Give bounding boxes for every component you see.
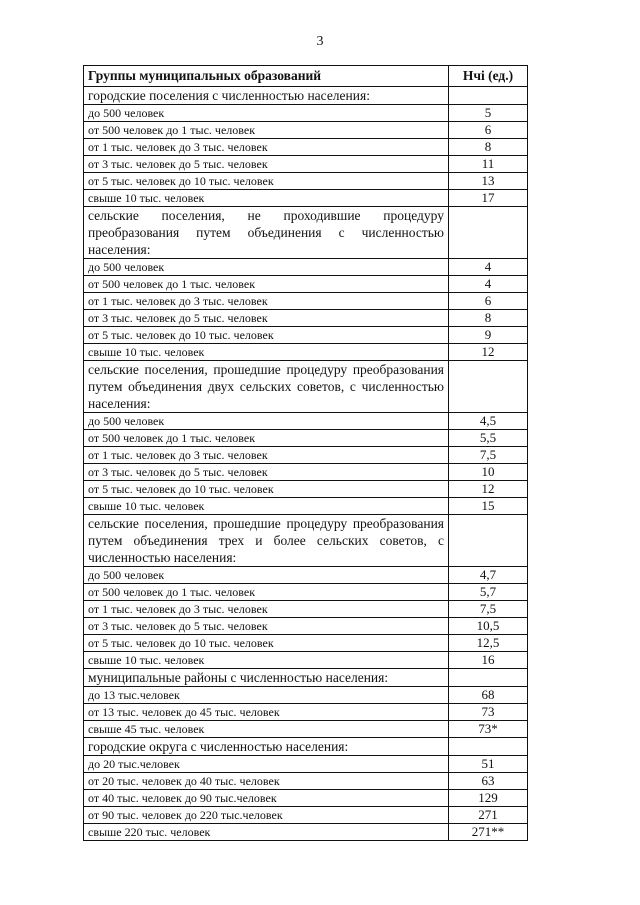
row-value: 17 — [449, 190, 528, 207]
section-header-row — [84, 669, 528, 687]
section-header-row — [84, 207, 528, 259]
row-value: 13 — [449, 173, 528, 190]
row-label: до 20 тыс.человек — [84, 756, 449, 773]
row-label: свыше 220 тыс. человек — [84, 824, 449, 841]
row-value: 4,5 — [449, 413, 528, 430]
row-value: 68 — [449, 687, 528, 704]
table-row — [84, 413, 528, 430]
row-label: до 500 человек — [84, 259, 449, 276]
table-row — [84, 122, 528, 139]
table-row — [84, 293, 528, 310]
section-value-empty — [449, 361, 528, 413]
row-value: 73* — [449, 721, 528, 738]
section-value-empty — [449, 207, 528, 259]
table-row — [84, 105, 528, 122]
row-value: 4 — [449, 276, 528, 293]
table-row — [84, 824, 528, 841]
row-label: свыше 10 тыс. человек — [84, 344, 449, 361]
row-label: свыше 45 тыс. человек — [84, 721, 449, 738]
row-value: 129 — [449, 790, 528, 807]
row-label: от 1 тыс. человек до 3 тыс. человек — [84, 601, 449, 618]
table-row — [84, 173, 528, 190]
row-label: от 1 тыс. человек до 3 тыс. человек — [84, 139, 449, 156]
row-value: 8 — [449, 139, 528, 156]
row-label: от 90 тыс. человек до 220 тыс.человек — [84, 807, 449, 824]
row-value: 6 — [449, 293, 528, 310]
row-label: до 13 тыс.человек — [84, 687, 449, 704]
row-value: 73 — [449, 704, 528, 721]
row-value: 7,5 — [449, 601, 528, 618]
row-value: 271** — [449, 824, 528, 841]
table-row — [84, 704, 528, 721]
row-value: 5,5 — [449, 430, 528, 447]
row-label: до 500 человек — [84, 105, 449, 122]
table-row — [84, 635, 528, 652]
row-value: 5,7 — [449, 584, 528, 601]
table-row — [84, 687, 528, 704]
row-value: 8 — [449, 310, 528, 327]
section-title: городские поселения с численностью населения: — [84, 87, 449, 105]
row-label: от 13 тыс. человек до 45 тыс. человек — [84, 704, 449, 721]
section-title: городские округа с численностью населения: — [84, 738, 449, 756]
section-title: сельские поселения, прошедшие процедуру преобразования путем объединения двух сельских советов, с численностью населения: — [84, 361, 449, 413]
row-label: от 3 тыс. человек до 5 тыс. человек — [84, 310, 449, 327]
section-header-row — [84, 515, 528, 567]
row-value: 12,5 — [449, 635, 528, 652]
row-value: 51 — [449, 756, 528, 773]
row-label: от 3 тыс. человек до 5 тыс. человек — [84, 618, 449, 635]
row-label: до 500 человек — [84, 567, 449, 584]
row-label: от 500 человек до 1 тыс. человек — [84, 584, 449, 601]
table-row — [84, 276, 528, 293]
row-label: от 500 человек до 1 тыс. человек — [84, 276, 449, 293]
row-label: от 5 тыс. человек до 10 тыс. человек — [84, 635, 449, 652]
norms-table — [83, 65, 528, 841]
table-row — [84, 498, 528, 515]
section-title: сельские поселения, не проходившие процедуру преобразования путем объединения с численностью населения: — [84, 207, 449, 259]
row-value: 6 — [449, 122, 528, 139]
row-label: свыше 10 тыс. человек — [84, 498, 449, 515]
table-row — [84, 773, 528, 790]
row-value: 11 — [449, 156, 528, 173]
row-value: 12 — [449, 344, 528, 361]
header-value: Нчi (ед.) — [449, 66, 528, 87]
table-row — [84, 756, 528, 773]
table-row — [84, 344, 528, 361]
table-row — [84, 430, 528, 447]
row-value: 12 — [449, 481, 528, 498]
row-label: свыше 10 тыс. человек — [84, 190, 449, 207]
row-label: от 40 тыс. человек до 90 тыс.человек — [84, 790, 449, 807]
row-value: 4,7 — [449, 567, 528, 584]
section-header-row — [84, 361, 528, 413]
table-row — [84, 259, 528, 276]
table-row — [84, 156, 528, 173]
section-title: сельские поселения, прошедшие процедуру преобразования путем объединения трех и более сельских советов, с численностью населения: — [84, 515, 449, 567]
section-value-empty — [449, 738, 528, 756]
table-row — [84, 721, 528, 738]
table-body — [84, 87, 528, 841]
page-number: 3 — [316, 34, 324, 49]
table-row — [84, 190, 528, 207]
table-row — [84, 481, 528, 498]
section-value-empty — [449, 669, 528, 687]
row-label: от 1 тыс. человек до 3 тыс. человек — [84, 447, 449, 464]
table-row — [84, 567, 528, 584]
table-row — [84, 652, 528, 669]
row-label: от 3 тыс. человек до 5 тыс. человек — [84, 156, 449, 173]
row-label: от 500 человек до 1 тыс. человек — [84, 430, 449, 447]
table-row — [84, 464, 528, 481]
section-header-row — [84, 738, 528, 756]
row-value: 9 — [449, 327, 528, 344]
section-header-row — [84, 87, 528, 105]
row-value: 15 — [449, 498, 528, 515]
row-label: от 500 человек до 1 тыс. человек — [84, 122, 449, 139]
section-title: муниципальные районы с численностью населения: — [84, 669, 449, 687]
row-label: от 5 тыс. человек до 10 тыс. человек — [84, 327, 449, 344]
row-label: от 3 тыс. человек до 5 тыс. человек — [84, 464, 449, 481]
row-label: свыше 10 тыс. человек — [84, 652, 449, 669]
row-label: от 1 тыс. человек до 3 тыс. человек — [84, 293, 449, 310]
row-value: 10 — [449, 464, 528, 481]
row-value: 7,5 — [449, 447, 528, 464]
table-row — [84, 601, 528, 618]
table-row — [84, 807, 528, 824]
section-value-empty — [449, 515, 528, 567]
row-value: 5 — [449, 105, 528, 122]
table-row — [84, 139, 528, 156]
section-value-empty — [449, 87, 528, 105]
row-value: 271 — [449, 807, 528, 824]
table-header-row — [84, 66, 528, 87]
row-label: от 5 тыс. человек до 10 тыс. человек — [84, 173, 449, 190]
table-row — [84, 327, 528, 344]
table-row — [84, 584, 528, 601]
row-value: 16 — [449, 652, 528, 669]
table-row — [84, 790, 528, 807]
row-value: 4 — [449, 259, 528, 276]
table-row — [84, 310, 528, 327]
row-label: от 5 тыс. человек до 10 тыс. человек — [84, 481, 449, 498]
row-value: 63 — [449, 773, 528, 790]
row-label: до 500 человек — [84, 413, 449, 430]
header-groups: Группы муниципальных образований — [84, 66, 449, 87]
row-value: 10,5 — [449, 618, 528, 635]
table-row — [84, 618, 528, 635]
row-label: от 20 тыс. человек до 40 тыс. человек — [84, 773, 449, 790]
table-row — [84, 447, 528, 464]
